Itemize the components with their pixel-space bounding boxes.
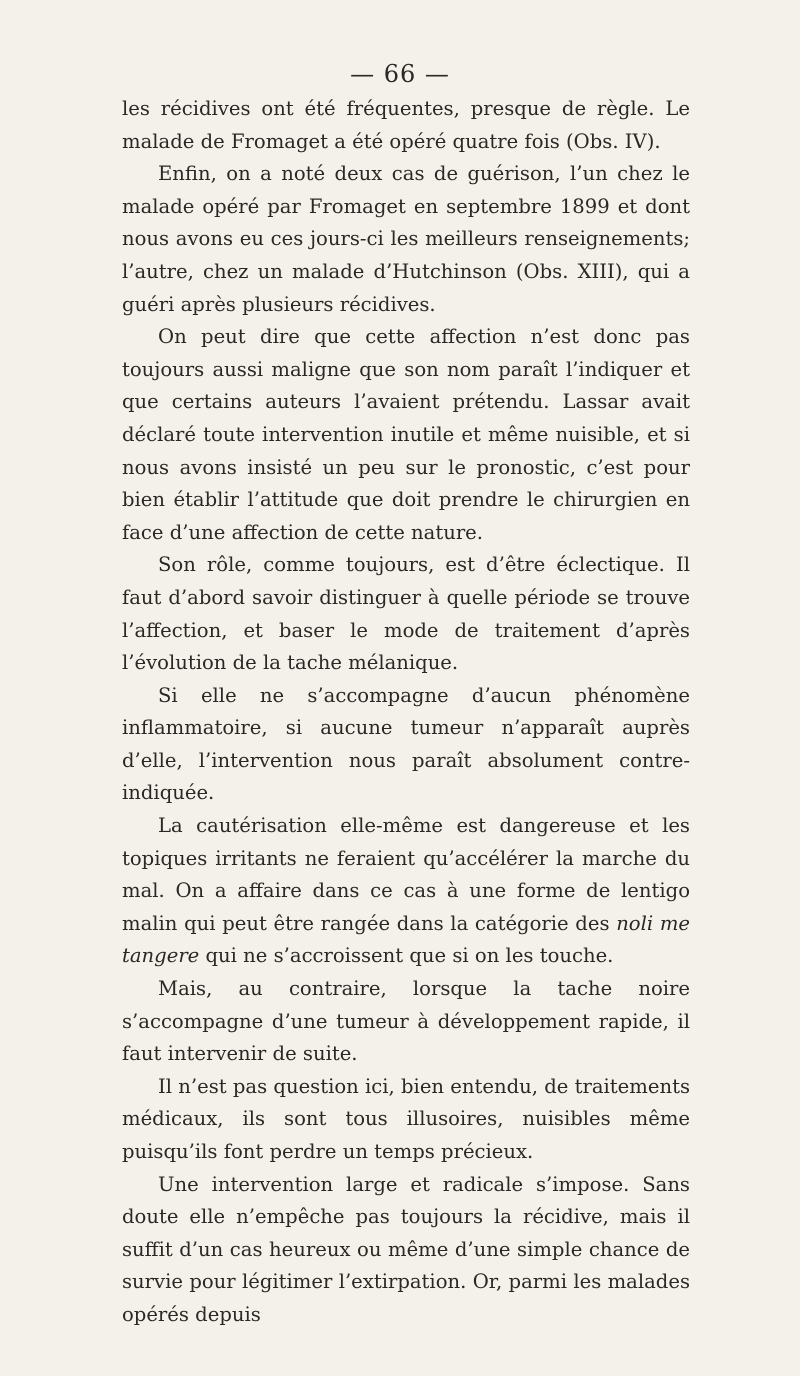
paragraph-5: Si elle ne s’accompagne d’aucun phénomène inflammatoire, si aucune tumeur n’apparaît auprès d’elle, l’intervention nous paraît absolument contre-indiquée.: [122, 683, 690, 805]
paragraph-6-start: La cautérisation elle-même est dangereuse et les topiques irritants ne feraient qu’accélérer la marche du mal. On a affaire dans ce cas à une forme de lentigo malin qui peut être rangée dans la catégorie des: [122, 814, 690, 935]
latin-phrase: noli me tangere: [122, 911, 690, 968]
paragraph-9: Une intervention large et radicale s’impose. Sans doute elle n’empêche pas toujours la récidive, mais il suffit d’un cas heureux ou même d’une simple chance de survie pour légitimer l’extirpation. Or, parmi les malades opérés depuis: [122, 1172, 690, 1326]
paragraph-8: Il n’est pas question ici, bien entendu, de traitements médicaux, ils sont tous illusoires, nuisibles même puisqu’ils font perdre un temps précieux.: [122, 1074, 690, 1163]
paragraph-6: [122, 810, 690, 973]
paragraph-3: On peut dire que cette affection n’est donc pas toujours aussi maligne que son nom paraît l’indiquer et que certains auteurs l’avaient prétendu. Lassar avait déclaré toute intervention inutile et même nuisible, et si nous avons insisté un peu sur le pronostic, c’est pour bien établir l’attitude que doit prendre le chirurgien en face d’une affection de cette nature.: [122, 325, 690, 544]
paragraph-7: Mais, au contraire, lorsque la tache noire s’accompagne d’une tumeur à développement rapide, il faut intervenir de suite.: [122, 977, 690, 1066]
body-text: [122, 93, 690, 1332]
paragraph-1: les récidives ont été fréquentes, presque de règle. Le malade de Fromaget a été opéré quatre fois (Obs. IV).: [122, 97, 690, 153]
paragraph-2: Enfin, on a noté deux cas de guérison, l’un chez le malade opéré par Fromaget en septembre 1899 et dont nous avons eu ces jours-ci les meilleurs renseignements; l’autre, chez un malade d’Hutchinson (Obs. XIII), qui a guéri après plusieurs récidives.: [122, 162, 690, 316]
paragraph-4: Son rôle, comme toujours, est d’être éclectique. Il faut d’abord savoir distinguer à quelle période se trouve l’affection, et baser le mode de traitement d’après l’évolution de la tache mélanique.: [122, 553, 690, 675]
page-number: — 66 —: [350, 60, 450, 88]
paragraph-6-end: qui ne s’accroissent que si on les touche.: [199, 944, 614, 968]
